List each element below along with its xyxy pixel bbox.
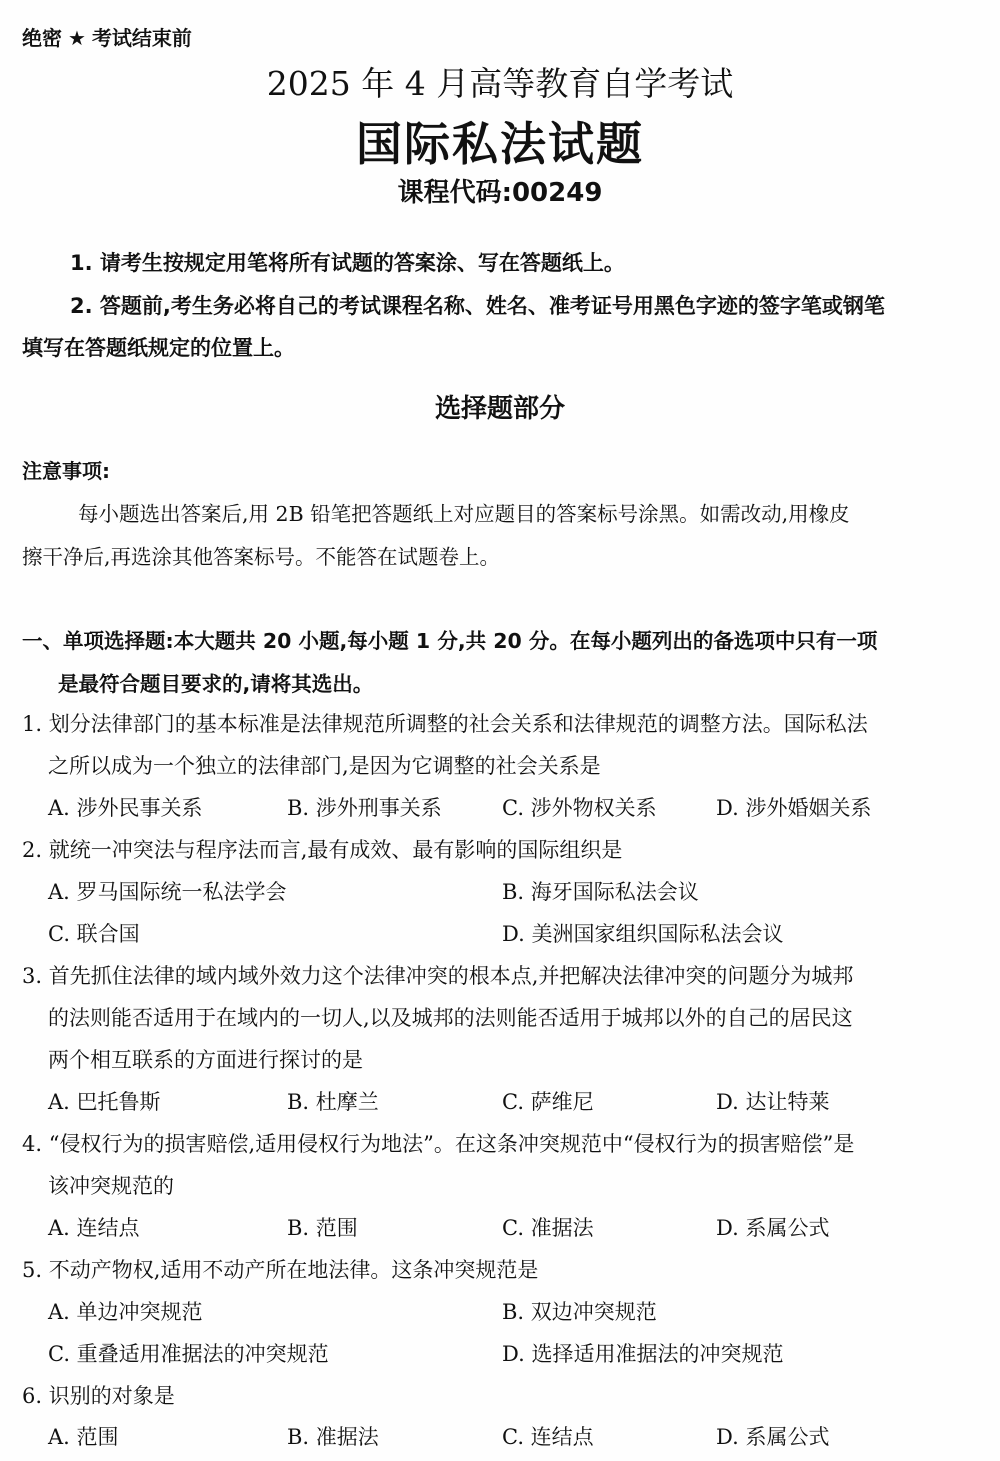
subject-title: 国际私法试题 bbox=[356, 117, 644, 171]
question-4-option-c[interactable]: C. 准据法 bbox=[502, 1216, 594, 1240]
question-5-option-d[interactable]: D. 选择适用准据法的冲突规范 bbox=[502, 1342, 784, 1366]
notice-line-2: 擦干净后,再选涂其他答案标号。不能答在试题卷上。 bbox=[22, 545, 501, 569]
question-3-option-a[interactable]: A. 巴托鲁斯 bbox=[48, 1090, 161, 1114]
question-2-option-d[interactable]: D. 美洲国家组织国际私法会议 bbox=[502, 922, 784, 946]
question-3-option-b[interactable]: B. 杜摩兰 bbox=[287, 1090, 379, 1114]
question-6-option-a[interactable]: A. 范围 bbox=[48, 1425, 119, 1449]
question-2-option-b[interactable]: B. 海牙国际私法会议 bbox=[502, 880, 699, 904]
secret-note: 考试结束前 bbox=[91, 26, 192, 50]
instruction-1: 1. 请考生按规定用笔将所有试题的答案涂、写在答题纸上。 bbox=[70, 251, 625, 275]
exam-title: 2025 年 4 月高等教育自学考试 bbox=[266, 64, 734, 103]
question-1-line1: 1. 划分法律部门的基本标准是法律规范所调整的社会关系和法律规范的调整方法。国际私法 bbox=[22, 712, 868, 736]
confidential-label bbox=[22, 22, 192, 51]
part-one-heading-line1: 一、单项选择题:本大题共 20 小题,每小题 1 分,共 20 分。在每小题列出的备选项中只有一项 bbox=[22, 629, 878, 653]
question-2-line1: 2. 就统一冲突法与程序法而言,最有成效、最有影响的国际组织是 bbox=[22, 838, 623, 862]
star-icon: ★ bbox=[68, 26, 86, 50]
question-4-option-a[interactable]: A. 连结点 bbox=[48, 1216, 140, 1240]
question-2-option-a[interactable]: A. 罗马国际统一私法学会 bbox=[48, 880, 287, 904]
question-1-option-b[interactable]: B. 涉外刑事关系 bbox=[287, 796, 442, 820]
notice-heading: 注意事项: bbox=[22, 459, 110, 483]
question-6-line1: 6. 识别的对象是 bbox=[22, 1384, 175, 1408]
section-title: 选择题部分 bbox=[434, 394, 565, 424]
question-3-option-c[interactable]: C. 萨维尼 bbox=[502, 1090, 594, 1114]
question-1-option-c[interactable]: C. 涉外物权关系 bbox=[502, 796, 657, 820]
question-1-line2: 之所以成为一个独立的法律部门,是因为它调整的社会关系是 bbox=[48, 754, 601, 778]
question-1-option-a[interactable]: A. 涉外民事关系 bbox=[48, 796, 203, 820]
notice-line-1: 每小题选出答案后,用 2B 铅笔把答题纸上对应题目的答案标号涂黑。如需改动,用橡皮 bbox=[78, 502, 850, 526]
instruction-2-line2: 填写在答题纸规定的位置上。 bbox=[22, 336, 295, 360]
question-6-option-b[interactable]: B. 准据法 bbox=[287, 1425, 379, 1449]
question-2-option-c[interactable]: C. 联合国 bbox=[48, 922, 140, 946]
question-6-option-d[interactable]: D. 系属公式 bbox=[716, 1425, 830, 1449]
question-5-line1: 5. 不动产物权,适用不动产所在地法律。这条冲突规范是 bbox=[22, 1258, 539, 1282]
question-6-option-c[interactable]: C. 连结点 bbox=[502, 1425, 594, 1449]
question-4-option-b[interactable]: B. 范围 bbox=[287, 1216, 358, 1240]
question-3-option-d[interactable]: D. 达让特莱 bbox=[716, 1090, 830, 1114]
question-5-option-a[interactable]: A. 单边冲突规范 bbox=[48, 1300, 203, 1324]
question-4-option-d[interactable]: D. 系属公式 bbox=[716, 1216, 830, 1240]
question-3-line3: 两个相互联系的方面进行探讨的是 bbox=[48, 1048, 363, 1072]
course-code: 课程代码:00249 bbox=[397, 178, 603, 208]
question-3-line1: 3. 首先抓住法律的域内域外效力这个法律冲突的根本点,并把解决法律冲突的问题分为城邦 bbox=[22, 964, 854, 988]
part-one-heading-line2: 是最符合题目要求的,请将其选出。 bbox=[58, 672, 374, 696]
question-4-line2: 该冲突规范的 bbox=[48, 1174, 174, 1198]
question-5-option-b[interactable]: B. 双边冲突规范 bbox=[502, 1300, 657, 1324]
secret-text: 绝密 bbox=[22, 26, 62, 50]
question-3-line2: 的法则能否适用于在域内的一切人,以及城邦的法则能否适用于城邦以外的自己的居民这 bbox=[48, 1006, 853, 1030]
question-4-line1: 4. “侵权行为的损害赔偿,适用侵权行为地法”。在这条冲突规范中“侵权行为的损害赔偿”是 bbox=[22, 1132, 855, 1156]
question-1-option-d[interactable]: D. 涉外婚姻关系 bbox=[716, 796, 872, 820]
question-5-option-c[interactable]: C. 重叠适用准据法的冲突规范 bbox=[48, 1342, 329, 1366]
instruction-2-line1: 2. 答题前,考生务必将自己的考试课程名称、姓名、准考证号用黑色字迹的签字笔或钢笔 bbox=[70, 294, 885, 318]
